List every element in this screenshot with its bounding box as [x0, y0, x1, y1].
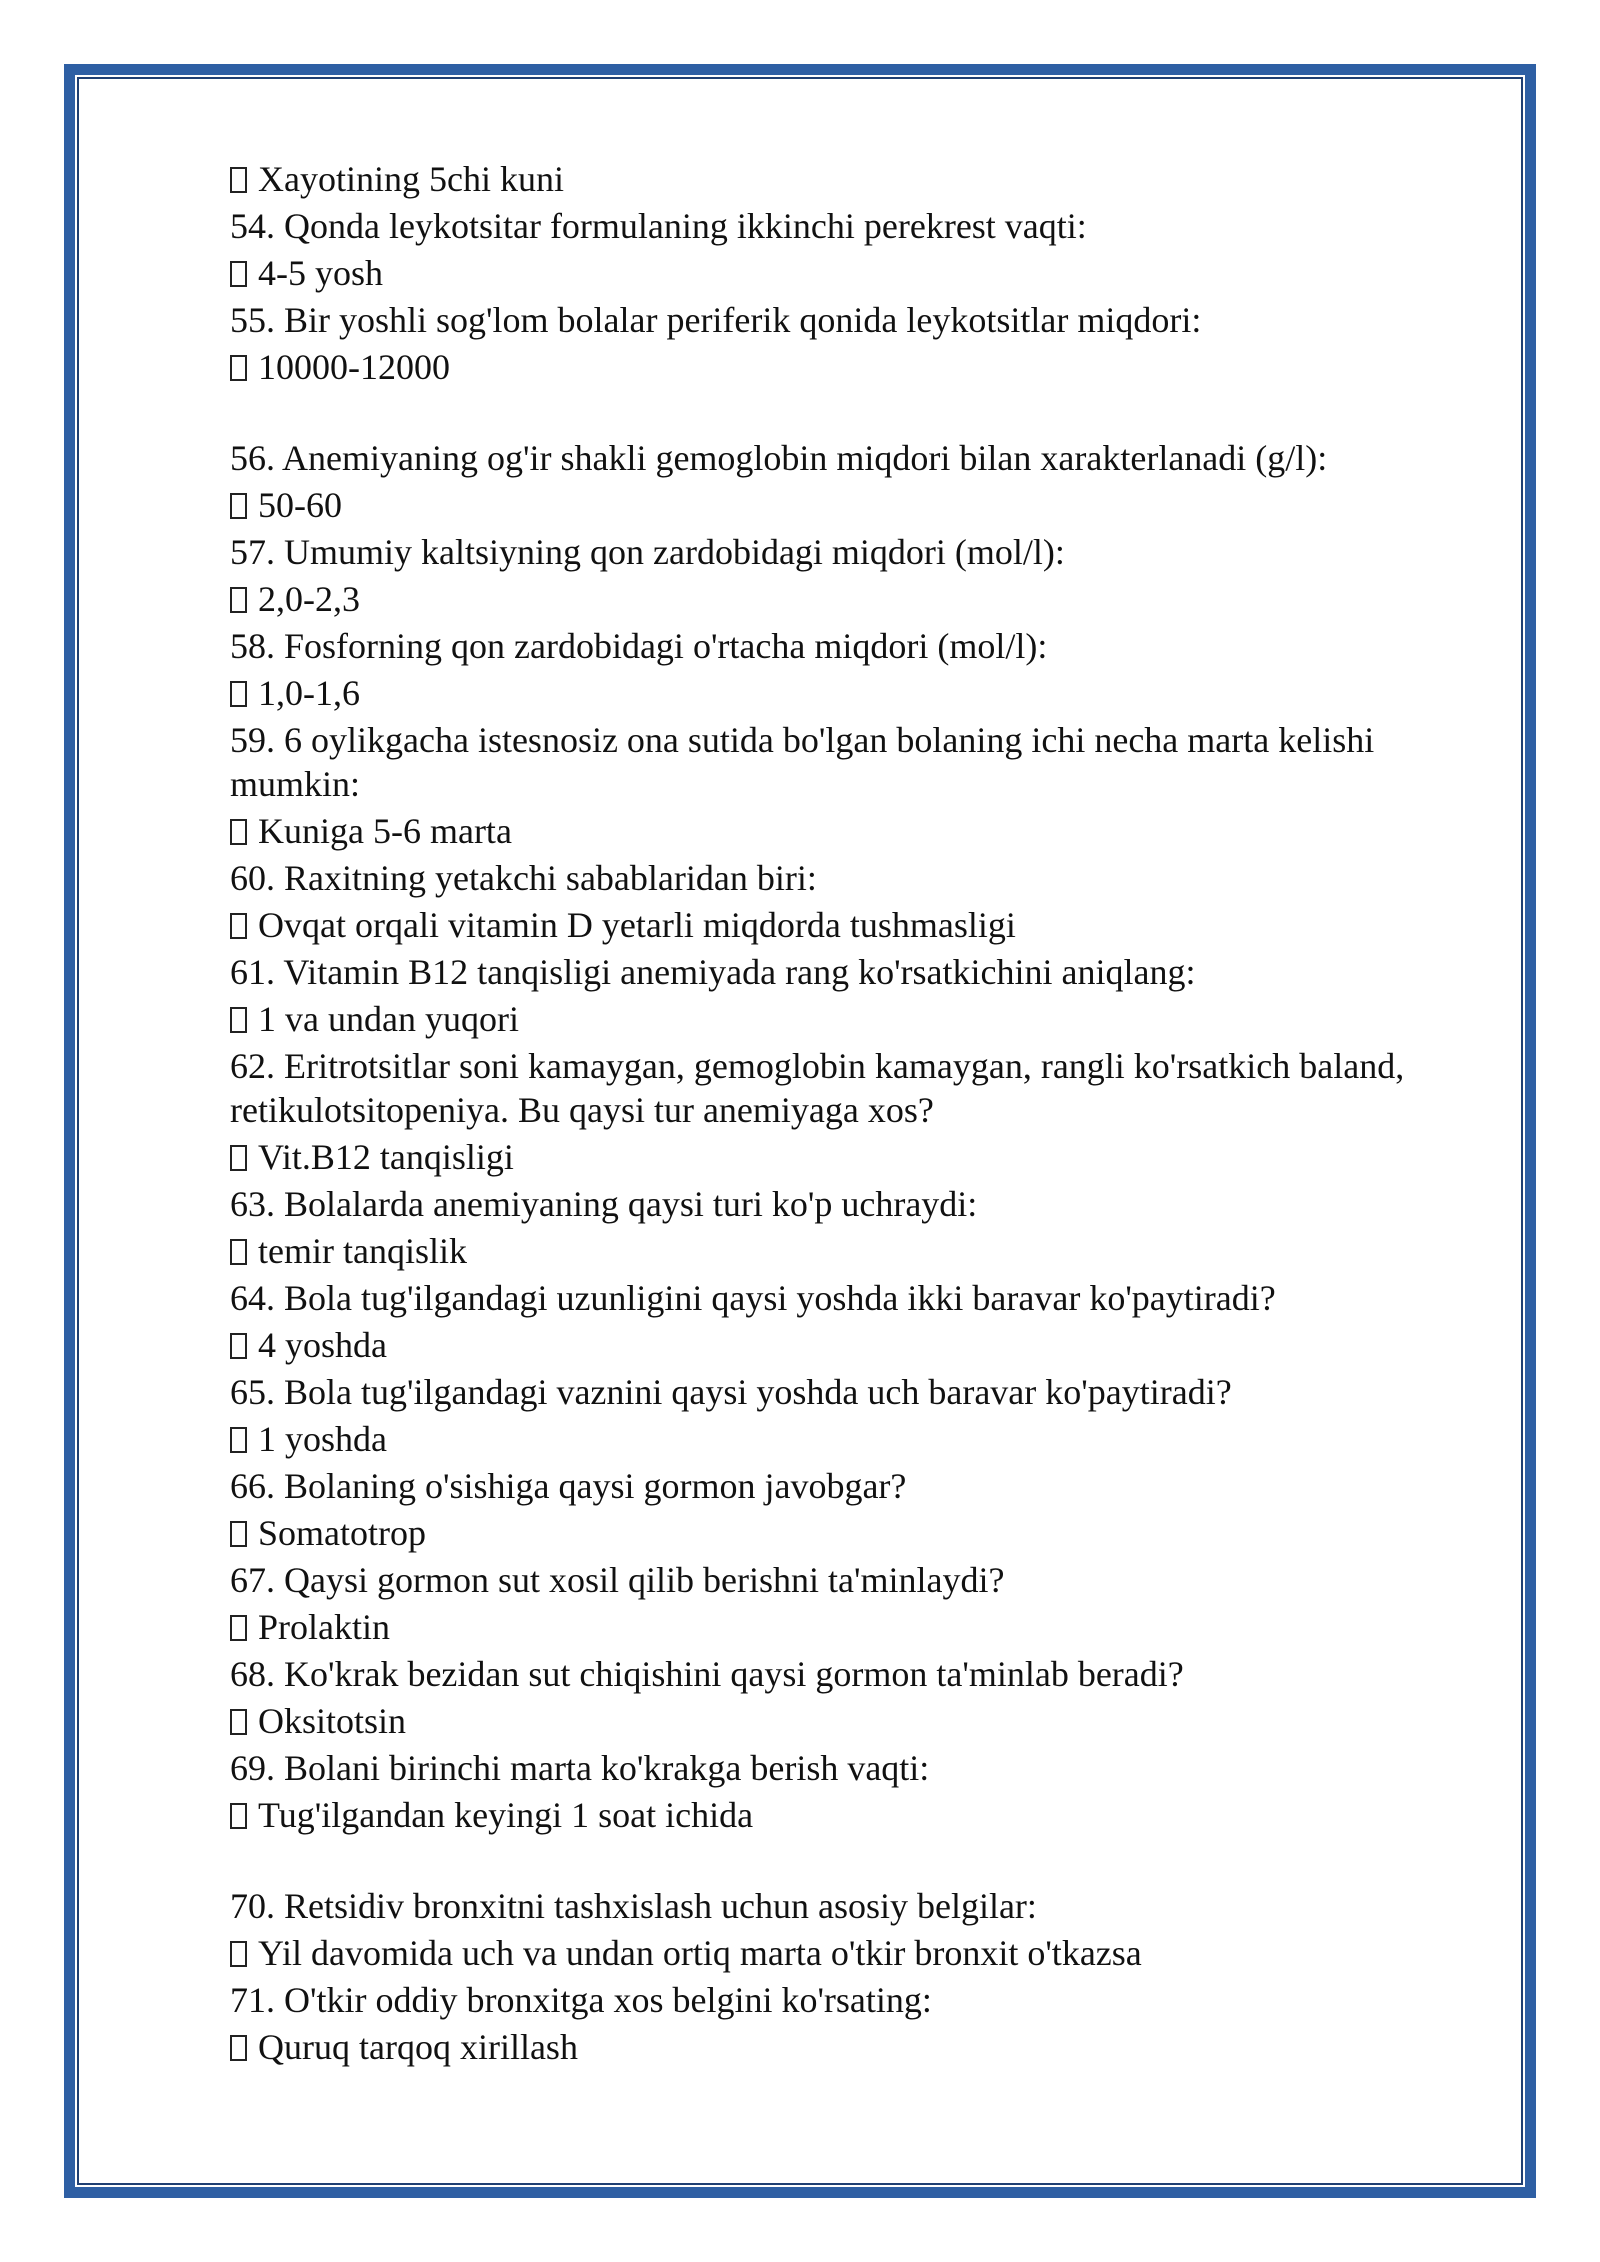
- answer-line: [230, 1134, 1470, 1181]
- answer-text: temir tanqislik: [258, 1231, 467, 1271]
- missing-glyph-box-icon: [230, 681, 247, 707]
- answer-line: [230, 344, 1470, 391]
- answer-text: Yil davomida uch va undan ortiq marta o'tkir bronxit o'tkazsa: [258, 1933, 1142, 1973]
- question-line: [230, 436, 1470, 480]
- question-line: [230, 1558, 1470, 1602]
- missing-glyph-box-icon: [230, 1007, 247, 1033]
- paragraph-spacer: [230, 391, 1470, 435]
- paragraph-spacer: [230, 1839, 1470, 1883]
- answer-line: [230, 1228, 1470, 1275]
- question-line: [230, 204, 1470, 248]
- missing-glyph-box-icon: [230, 167, 247, 193]
- missing-glyph-box-icon: [230, 1239, 247, 1265]
- missing-glyph-box-icon: [230, 2035, 247, 2061]
- question-text: 66. Bolaning o'sishiga qaysi gormon javobgar?: [230, 1466, 907, 1506]
- answer-text: Kuniga 5-6 marta: [258, 811, 512, 851]
- answer-line: [230, 1604, 1470, 1651]
- missing-glyph-box-icon: [230, 261, 247, 287]
- answer-text: 1,0-1,6: [258, 673, 360, 713]
- question-text: 71. O'tkir oddiy bronxitga xos belgini ko'rsating:: [230, 1980, 932, 2020]
- question-line: [230, 1978, 1470, 2022]
- answer-line: [230, 670, 1470, 717]
- question-text: 59. 6 oylikgacha istesnosiz ona sutida bo'lgan bolaning ichi necha marta kelishi mumkin:: [230, 720, 1375, 804]
- question-text: 69. Bolani birinchi marta ko'krakga berish vaqti:: [230, 1748, 930, 1788]
- answer-line: [230, 996, 1470, 1043]
- missing-glyph-box-icon: [230, 913, 247, 939]
- question-line: [230, 1182, 1470, 1226]
- question-text: 64. Bola tug'ilgandagi uzunligini qaysi yoshda ikki baravar ko'paytiradi?: [230, 1278, 1276, 1318]
- question-text: 62. Eritrotsitlar soni kamaygan, gemoglobin kamaygan, rangli ko'rsatkich baland, retikulotsitopeniya. Bu qaysi tur anemiyaga xos?: [230, 1046, 1405, 1130]
- answer-text: 2,0-2,3: [258, 579, 360, 619]
- answer-line: [230, 2024, 1470, 2071]
- question-text: 70. Retsidiv bronxitni tashxislash uchun asosiy belgilar:: [230, 1886, 1037, 1926]
- question-line: [230, 1652, 1470, 1696]
- answer-line: [230, 1322, 1470, 1369]
- question-line: [230, 1884, 1470, 1928]
- missing-glyph-box-icon: [230, 1615, 247, 1641]
- answer-text: 10000-12000: [258, 347, 450, 387]
- missing-glyph-box-icon: [230, 1333, 247, 1359]
- answer-text: 50-60: [258, 485, 342, 525]
- question-line: [230, 1464, 1470, 1508]
- answer-line: [230, 250, 1470, 297]
- missing-glyph-box-icon: [230, 1145, 247, 1171]
- answer-text: 1 va undan yuqori: [258, 999, 519, 1039]
- answer-text: Oksitotsin: [258, 1701, 407, 1741]
- question-text: 65. Bola tug'ilgandagi vaznini qaysi yoshda uch baravar ko'paytiradi?: [230, 1372, 1232, 1412]
- missing-glyph-box-icon: [230, 1427, 247, 1453]
- question-text: 61. Vitamin B12 tanqisligi anemiyada rang ko'rsatkichini aniqlang:: [230, 952, 1196, 992]
- question-text: 68. Ko'krak bezidan sut chiqishini qaysi gormon ta'minlab beradi?: [230, 1654, 1184, 1694]
- question-text: 56. Anemiyaning og'ir shakli gemoglobin miqdori bilan xarakterlanadi (g/l):: [230, 438, 1328, 478]
- document-body: [230, 156, 1470, 2071]
- question-line: [230, 718, 1470, 806]
- question-text: 54. Qonda leykotsitar formulaning ikkinchi perekrest vaqti:: [230, 206, 1087, 246]
- question-line: [230, 530, 1470, 574]
- missing-glyph-box-icon: [230, 355, 247, 381]
- question-text: 55. Bir yoshli sog'lom bolalar periferik qonida leykotsitlar miqdori:: [230, 300, 1202, 340]
- answer-text: Quruq tarqoq xirillash: [258, 2027, 578, 2067]
- answer-text: Vit.B12 tanqisligi: [258, 1137, 514, 1177]
- missing-glyph-box-icon: [230, 1521, 247, 1547]
- answer-text: Xayotining 5chi kuni: [258, 159, 564, 199]
- question-line: [230, 950, 1470, 994]
- question-line: [230, 1370, 1470, 1414]
- answer-line: [230, 156, 1470, 203]
- question-text: 63. Bolalarda anemiyaning qaysi turi ko'p uchraydi:: [230, 1184, 978, 1224]
- missing-glyph-box-icon: [230, 1803, 247, 1829]
- question-text: 58. Fosforning qon zardobidagi o'rtacha miqdori (mol/l):: [230, 626, 1048, 666]
- missing-glyph-box-icon: [230, 587, 247, 613]
- question-text: 60. Raxitning yetakchi sabablaridan biri:: [230, 858, 817, 898]
- answer-text: Prolaktin: [258, 1607, 390, 1647]
- answer-line: [230, 808, 1470, 855]
- question-line: [230, 1746, 1470, 1790]
- question-line: [230, 856, 1470, 900]
- answer-text: 4 yoshda: [258, 1325, 387, 1365]
- answer-line: [230, 1930, 1470, 1977]
- answer-line: [230, 482, 1470, 529]
- answer-text: Tug'ilgandan keyingi 1 soat ichida: [258, 1795, 754, 1835]
- answer-line: [230, 1510, 1470, 1557]
- question-text: 57. Umumiy kaltsiyning qon zardobidagi miqdori (mol/l):: [230, 532, 1065, 572]
- answer-line: [230, 576, 1470, 623]
- answer-text: 1 yoshda: [258, 1419, 387, 1459]
- question-line: [230, 1276, 1470, 1320]
- missing-glyph-box-icon: [230, 1941, 247, 1967]
- missing-glyph-box-icon: [230, 819, 247, 845]
- answer-text: Ovqat orqali vitamin D yetarli miqdorda tushmasligi: [258, 905, 1016, 945]
- question-text: 67. Qaysi gormon sut xosil qilib berishni ta'minlaydi?: [230, 1560, 1005, 1600]
- answer-line: [230, 1416, 1470, 1463]
- question-line: [230, 1044, 1470, 1132]
- answer-line: [230, 1792, 1470, 1839]
- missing-glyph-box-icon: [230, 493, 247, 519]
- answer-line: [230, 902, 1470, 949]
- question-line: [230, 624, 1470, 668]
- answer-text: 4-5 yosh: [258, 253, 383, 293]
- missing-glyph-box-icon: [230, 1709, 247, 1735]
- question-line: [230, 298, 1470, 342]
- answer-text: Somatotrop: [258, 1513, 426, 1553]
- answer-line: [230, 1698, 1470, 1745]
